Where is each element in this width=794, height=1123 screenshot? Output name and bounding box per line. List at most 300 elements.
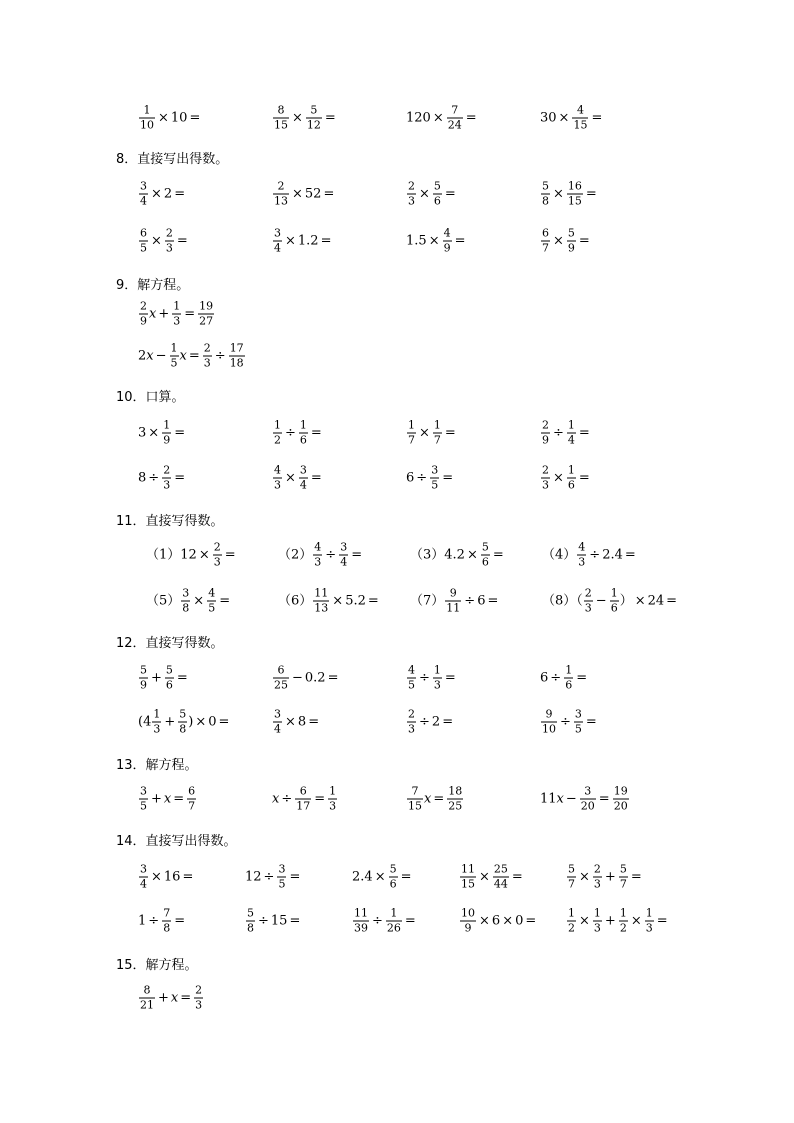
fraction-denominator: 6 (433, 194, 441, 208)
operator: = (176, 233, 188, 249)
fraction-numerator: 3 (340, 540, 348, 554)
number-text: （7） (410, 593, 445, 609)
fraction-numerator: 18 (448, 784, 463, 798)
operator: + (158, 990, 169, 1006)
fraction-denominator: 6 (389, 877, 397, 891)
fraction (178, 708, 187, 737)
operator: × (428, 233, 440, 249)
fraction-numerator: 1 (565, 663, 573, 677)
fraction-denominator: 4 (140, 194, 147, 208)
number-text: 120 (406, 110, 431, 126)
operator: × (285, 233, 296, 249)
fraction-denominator: 8 (247, 921, 254, 935)
fraction (541, 419, 550, 448)
fraction (273, 419, 282, 448)
fraction (165, 664, 174, 693)
math-expression (138, 708, 231, 737)
fraction (541, 708, 557, 737)
fraction-denominator: 15 (461, 877, 475, 891)
math-expression (272, 708, 321, 737)
number-text: 2 (138, 348, 147, 364)
fraction (162, 907, 171, 936)
fraction-denominator: 2 (274, 433, 281, 447)
fraction-denominator: 4 (299, 478, 307, 492)
number-text: 6 (540, 670, 549, 686)
fraction-numerator: 19 (199, 299, 214, 313)
fraction (447, 785, 463, 814)
fraction-numerator: 4 (208, 586, 216, 600)
fraction (407, 419, 416, 448)
operator: + (151, 791, 162, 807)
fraction-numerator: 1 (433, 418, 441, 432)
fraction (407, 180, 416, 209)
fraction-denominator: 5 (278, 877, 286, 891)
fraction-numerator: 1 (163, 418, 171, 432)
fraction-denominator: 6 (165, 678, 173, 692)
fraction-denominator: 15 (567, 194, 582, 208)
fraction-numerator: 1 (567, 463, 575, 477)
operator: = (224, 547, 236, 563)
operator: × (466, 547, 478, 563)
operator: = (174, 186, 186, 202)
fraction-denominator: 15 (573, 118, 588, 132)
fraction (353, 907, 369, 936)
operator: × (151, 186, 162, 202)
operator: × (579, 913, 590, 929)
fraction (567, 907, 576, 936)
math-expression (406, 464, 455, 493)
operator: ÷ (281, 791, 293, 807)
operator: = (176, 670, 188, 686)
fraction-denominator: 15 (408, 799, 422, 813)
fraction-denominator: 5 (170, 356, 178, 370)
number-text: 6 (477, 593, 486, 609)
fraction (407, 785, 423, 814)
fraction-numerator: 1 (299, 418, 307, 432)
fraction (162, 419, 171, 448)
fraction-denominator: 8 (163, 921, 171, 935)
math-expression (272, 785, 338, 814)
operator: ÷ (419, 714, 430, 730)
math-expression (138, 300, 215, 329)
fraction (207, 587, 216, 616)
fraction (273, 464, 282, 493)
fraction (433, 419, 442, 448)
operator: ÷ (148, 913, 160, 929)
math-expression (138, 104, 202, 133)
fraction (306, 104, 322, 133)
operator: ÷ (214, 348, 226, 364)
section-heading: 10．口算。 (116, 390, 185, 405)
number-text: 8 (297, 714, 307, 730)
number-text: 2 (163, 186, 173, 202)
fraction-denominator: 9 (140, 678, 147, 692)
math-expression (272, 464, 324, 493)
fraction-denominator: 5 (140, 241, 147, 255)
operator: × (419, 186, 430, 202)
operator: × (148, 425, 160, 441)
variable-x: x (146, 348, 154, 364)
fraction-numerator: 2 (584, 586, 592, 600)
fraction-numerator: 3 (140, 179, 147, 193)
fraction (645, 907, 654, 936)
fraction (277, 863, 286, 892)
number-text: 2.4 (352, 869, 373, 885)
fraction-numerator: 8 (139, 984, 155, 999)
operator: = (189, 110, 201, 126)
math-expression (138, 907, 187, 936)
fraction-numerator: 6 (188, 784, 196, 798)
math-expression (138, 984, 204, 1013)
fraction (273, 180, 289, 209)
operator: − (155, 348, 167, 364)
operator: ÷ (263, 869, 275, 885)
math-expression (352, 907, 418, 936)
fraction-numerator: 4 (408, 663, 415, 677)
number-text: 24 (647, 593, 665, 609)
operator: = (174, 913, 186, 929)
fraction-numerator: 2 (213, 540, 221, 554)
fraction (139, 104, 155, 133)
fraction-numerator: 5 (619, 862, 627, 876)
fraction-denominator: 4 (274, 241, 281, 255)
fraction-numerator: 5 (433, 179, 441, 193)
fraction-numerator: 3 (140, 862, 147, 876)
fraction-numerator: 1 (619, 906, 627, 920)
number-text: ） (619, 593, 633, 609)
math-expression (540, 664, 589, 693)
fraction-denominator: 3 (408, 194, 415, 208)
fraction-numerator: 2 (163, 463, 171, 477)
operator: ÷ (148, 470, 160, 486)
fraction-numerator: 5 (165, 663, 173, 677)
fraction-denominator: 3 (593, 877, 601, 891)
fraction-denominator: 3 (645, 921, 653, 935)
operator: × (479, 869, 490, 885)
fraction-numerator: 3 (274, 226, 281, 240)
fraction-denominator: 20 (580, 799, 595, 813)
fraction-numerator: 1 (329, 784, 337, 798)
number-text: 1.2 (297, 233, 319, 249)
math-expression (542, 587, 679, 616)
fraction (430, 464, 439, 493)
fraction-denominator: 8 (182, 601, 190, 615)
fraction (273, 708, 282, 737)
fraction (460, 907, 476, 936)
number-text: (4 (138, 714, 152, 730)
fraction (433, 664, 442, 693)
fraction-numerator: 6 (542, 226, 549, 240)
section-heading: 14．直接写出得数。 (116, 834, 237, 849)
fraction (407, 664, 416, 693)
operator: × (292, 110, 303, 126)
operator: = (218, 714, 230, 730)
math-expression (406, 227, 468, 256)
operator: = (578, 425, 590, 441)
operator: + (158, 306, 170, 322)
operator: − (595, 593, 607, 609)
fraction (445, 587, 461, 616)
fraction-numerator: 2 (195, 983, 203, 997)
math-expression (272, 227, 334, 256)
number-text: （6） (278, 593, 313, 609)
number-text: 12 (245, 869, 262, 885)
operator: + (604, 869, 616, 885)
fraction-denominator: 2 (619, 921, 627, 935)
fraction-denominator: 3 (578, 555, 586, 569)
fraction (194, 984, 203, 1013)
fraction (574, 708, 583, 737)
operator: × (432, 110, 444, 126)
fraction-numerator: 2 (203, 341, 211, 355)
fraction-numerator: 4 (572, 104, 588, 119)
number-text: 52 (304, 186, 322, 202)
operator: = (219, 593, 231, 609)
math-expression (138, 180, 187, 209)
operator: = (308, 714, 320, 730)
fraction-denominator: 7 (619, 877, 627, 891)
operator: = (444, 670, 456, 686)
operator: ÷ (372, 913, 383, 929)
fraction (389, 863, 398, 892)
fraction-numerator: 2 (593, 862, 601, 876)
operator: = (180, 990, 192, 1006)
operator: + (151, 670, 162, 686)
operator: × (292, 186, 303, 202)
operator: × (332, 593, 344, 609)
fraction-numerator: 1 (593, 906, 601, 920)
fraction-numerator: 5 (481, 540, 489, 554)
math-expression (146, 541, 238, 570)
fraction (273, 664, 289, 693)
operator: × (579, 869, 590, 885)
fraction-denominator: 9 (140, 314, 147, 328)
fraction (313, 587, 329, 616)
fraction-denominator: 10 (542, 722, 556, 736)
fraction-denominator: 7 (433, 433, 441, 447)
fraction-denominator: 3 (213, 555, 221, 569)
fraction (541, 227, 550, 256)
fraction (273, 104, 289, 133)
number-text: 0.2 (304, 670, 326, 686)
number-text: 5.2 (345, 593, 366, 609)
number-text: （2） (278, 547, 313, 563)
operator: × (374, 869, 386, 885)
operator: = (598, 791, 610, 807)
math-expression (272, 180, 336, 209)
fraction-denominator: 3 (163, 478, 171, 492)
fraction-denominator: 12 (306, 118, 321, 132)
fraction-numerator: 10 (461, 906, 475, 920)
fraction-denominator: 3 (203, 356, 211, 370)
fraction (564, 664, 573, 693)
fraction (567, 863, 576, 892)
operator: × (630, 913, 642, 929)
operator: × (158, 110, 169, 126)
fraction-numerator: 1 (610, 586, 618, 600)
number-text: ) (188, 714, 194, 730)
operator: × (151, 869, 162, 885)
operator: = (442, 714, 454, 730)
operator: × (195, 714, 207, 730)
operator: = (310, 470, 322, 486)
fraction-denominator: 3 (153, 722, 161, 736)
operator: × (285, 714, 296, 730)
operator: × (553, 470, 564, 486)
section-heading: 15．解方程。 (116, 958, 198, 973)
fraction (541, 464, 550, 493)
fraction-denominator: 4 (140, 877, 147, 891)
fraction-numerator: 4 (274, 463, 281, 477)
fraction-numerator: 3 (140, 784, 147, 798)
fraction-denominator: 6 (299, 433, 307, 447)
fraction-numerator: 4 (578, 540, 586, 554)
fraction-numerator: 5 (542, 179, 549, 193)
fraction (584, 587, 593, 616)
operator: ÷ (464, 593, 476, 609)
operator: ÷ (560, 714, 571, 730)
operator: = (578, 470, 590, 486)
math-expression (410, 587, 500, 616)
operator: × (553, 233, 564, 249)
math-expression (542, 541, 638, 570)
fraction (165, 227, 174, 256)
fraction-denominator: 10 (140, 118, 154, 132)
operator: = (188, 348, 200, 364)
fraction (295, 785, 311, 814)
fraction-denominator: 9 (542, 433, 549, 447)
number-text: （4） (542, 547, 577, 563)
math-expression (540, 708, 599, 737)
fraction-denominator: 18 (229, 356, 244, 370)
fraction (139, 984, 155, 1013)
fraction-numerator: 5 (568, 862, 575, 876)
math-expression (245, 907, 302, 936)
operator: − (565, 791, 577, 807)
fraction-denominator: 6 (481, 555, 489, 569)
fraction-denominator: 3 (584, 601, 592, 615)
operator: = (525, 913, 537, 929)
math-expression (138, 664, 190, 693)
operator: = (404, 913, 416, 929)
number-text: 15 (270, 913, 288, 929)
operator: = (173, 791, 185, 807)
fraction (407, 708, 416, 737)
fraction (162, 464, 171, 493)
operator: = (367, 593, 379, 609)
fraction (328, 785, 337, 814)
math-expression (406, 419, 458, 448)
fraction-denominator: 11 (446, 601, 461, 615)
fraction (198, 300, 214, 329)
fraction (229, 342, 245, 371)
section-heading: 11．直接写得数。 (116, 514, 224, 529)
fraction-numerator: 19 (613, 784, 628, 798)
fraction-denominator: 15 (274, 118, 288, 132)
variable-x: x (556, 791, 564, 807)
math-expression (540, 785, 630, 814)
fraction-denominator: 7 (188, 799, 196, 813)
fraction-numerator: 5 (389, 862, 397, 876)
fraction-numerator: 16 (567, 179, 582, 193)
fraction (172, 300, 181, 329)
variable-x: x (424, 791, 432, 807)
fraction (460, 863, 476, 892)
fraction-numerator: 1 (170, 341, 178, 355)
fraction-numerator: 3 (431, 463, 439, 477)
fraction-denominator: 3 (593, 921, 601, 935)
math-expression (406, 785, 464, 814)
operator: ÷ (258, 913, 269, 929)
operator: = (511, 869, 523, 885)
fraction (593, 907, 602, 936)
fraction-numerator: 1 (386, 907, 402, 922)
fraction (299, 419, 308, 448)
math-expression (138, 464, 187, 493)
fraction-denominator: 2 (568, 921, 575, 935)
fraction (577, 541, 586, 570)
operator: = (444, 186, 456, 202)
fraction-denominator: 7 (408, 433, 415, 447)
number-text: 6 (406, 470, 415, 486)
fraction-denominator: 3 (165, 241, 173, 255)
fraction-numerator: 7 (447, 104, 463, 119)
math-expression (146, 587, 232, 616)
variable-x: x (149, 306, 157, 322)
fraction (386, 907, 402, 936)
section-heading: 9．解方程。 (116, 278, 190, 293)
fraction-denominator: 3 (274, 478, 281, 492)
fraction-denominator: 13 (314, 601, 329, 615)
fraction (580, 785, 596, 814)
operator: + (164, 714, 176, 730)
fraction-numerator: 17 (229, 341, 244, 355)
operator: = (324, 110, 336, 126)
operator: = (487, 593, 499, 609)
fraction (139, 785, 148, 814)
operator: = (320, 233, 332, 249)
operator: = (666, 593, 678, 609)
fraction (152, 708, 161, 737)
fraction-denominator: 17 (296, 799, 311, 813)
fraction-numerator: 2 (408, 707, 415, 721)
variable-x: x (170, 990, 179, 1006)
fraction-denominator: 25 (274, 678, 288, 692)
fraction (567, 419, 576, 448)
fraction-numerator: 3 (299, 463, 307, 477)
fraction (273, 227, 282, 256)
operator: ÷ (553, 425, 564, 441)
operator: − (292, 670, 303, 686)
operator: = (656, 913, 668, 929)
fraction-denominator: 4 (340, 555, 348, 569)
math-expression (540, 104, 604, 133)
operator: × (198, 547, 210, 563)
fraction (139, 227, 148, 256)
operator: × (419, 425, 430, 441)
operator: = (591, 110, 603, 126)
fraction-denominator: 3 (195, 998, 203, 1012)
math-expression (138, 227, 190, 256)
fraction-numerator: 5 (247, 906, 254, 920)
section-heading: 13．解方程。 (116, 758, 198, 773)
fraction (493, 863, 509, 892)
number-text: （3）4.2 (410, 547, 465, 563)
fraction (246, 907, 255, 936)
fraction (541, 180, 550, 209)
operator: = (174, 470, 186, 486)
fraction-denominator: 5 (140, 799, 147, 813)
